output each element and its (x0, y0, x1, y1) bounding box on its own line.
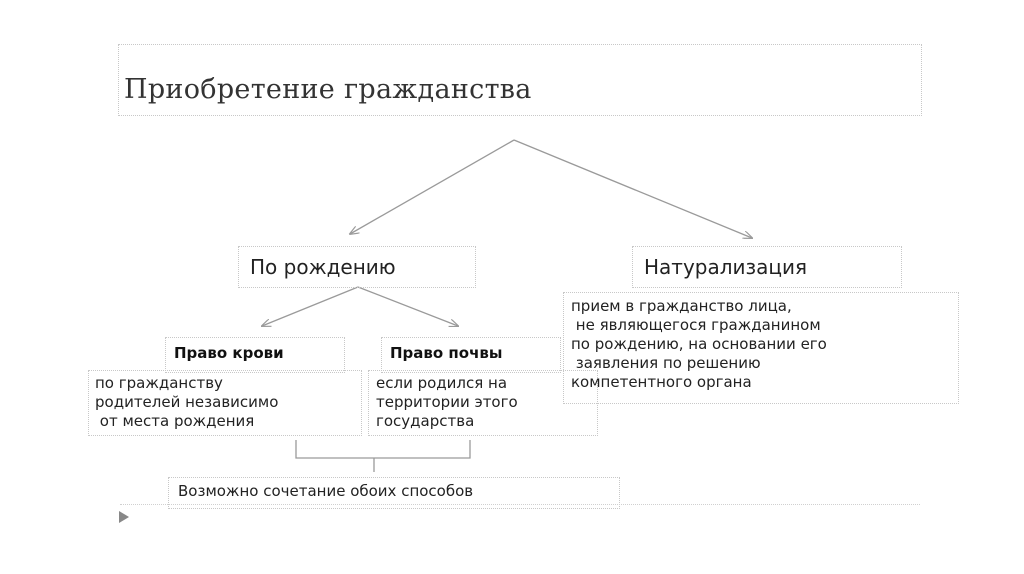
arrow-birth-to-soil (358, 287, 458, 326)
arrow-title-to-birth (350, 140, 514, 234)
play-triangle-icon[interactable] (118, 510, 130, 524)
naturalization-description: прием в гражданство лица, не являющегося гражданином по рождению, на основании его заявления по решению компетентного органа (571, 297, 827, 391)
combination-note: Возможно сочетание обоих способов (178, 482, 474, 500)
diagram-title: Приобретение гражданства (124, 74, 532, 105)
bottom-divider (120, 504, 920, 505)
naturalization-node-label: Натурализация (644, 255, 808, 279)
blood-right-label: Право крови (174, 344, 284, 362)
blood-right-description: по гражданству родителей независимо от места рождения (95, 374, 279, 430)
birth-node-label: По рождению (250, 255, 396, 279)
arrow-title-to-naturalization (514, 140, 752, 238)
combination-bracket (296, 440, 470, 472)
soil-right-label: Право почвы (390, 344, 503, 362)
arrow-birth-to-blood (262, 287, 358, 326)
soil-right-description: если родился на территории этого государства (376, 374, 518, 430)
